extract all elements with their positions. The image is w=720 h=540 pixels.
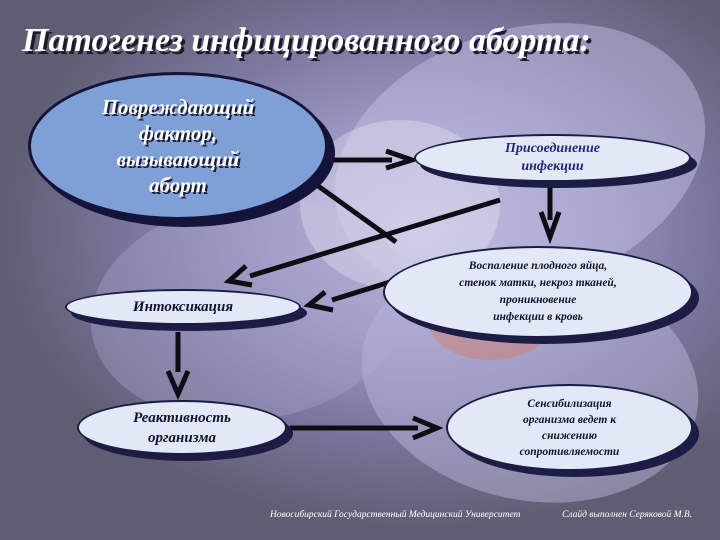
inflammation-node: [383, 246, 693, 338]
sensitization-node: [446, 384, 693, 471]
intoxication-text: Интоксикация: [132, 298, 234, 315]
infection-node: [414, 134, 691, 182]
footer-university: Новосибирский Государственный Медицинский Университет: [270, 510, 521, 520]
infection-text: Присоединение инфекции: [505, 141, 600, 174]
reactivity-node: [77, 400, 287, 455]
arrow-intoxication-to-reactivity-head: [168, 371, 188, 394]
footer-author: Слайд выполнен Серяковой М.В.: [562, 510, 693, 520]
sensitization-text: Сенсибилизация организма ведет к снижению сопротивляемости: [519, 397, 620, 458]
reactivity-text: Реактивность организма: [133, 409, 231, 446]
damaging-factor-node: [28, 72, 328, 220]
slide-title: Патогенез инфицированного аборта:: [22, 22, 591, 59]
arrow-inflammation-to-intoxication: [332, 282, 390, 300]
arrow-infection-to-intoxication-head: [229, 266, 252, 285]
arrow-inflammation-to-intoxication-head: [309, 292, 333, 310]
inflammation-text: Воспаление плодного яйца, стенок матки, некроз тканей, проникновение инфекции в кровь: [459, 260, 617, 323]
damaging-factor-text: Повреждающий фактор, вызывающий аборт: [101, 95, 255, 197]
intoxication-node: [65, 289, 301, 325]
